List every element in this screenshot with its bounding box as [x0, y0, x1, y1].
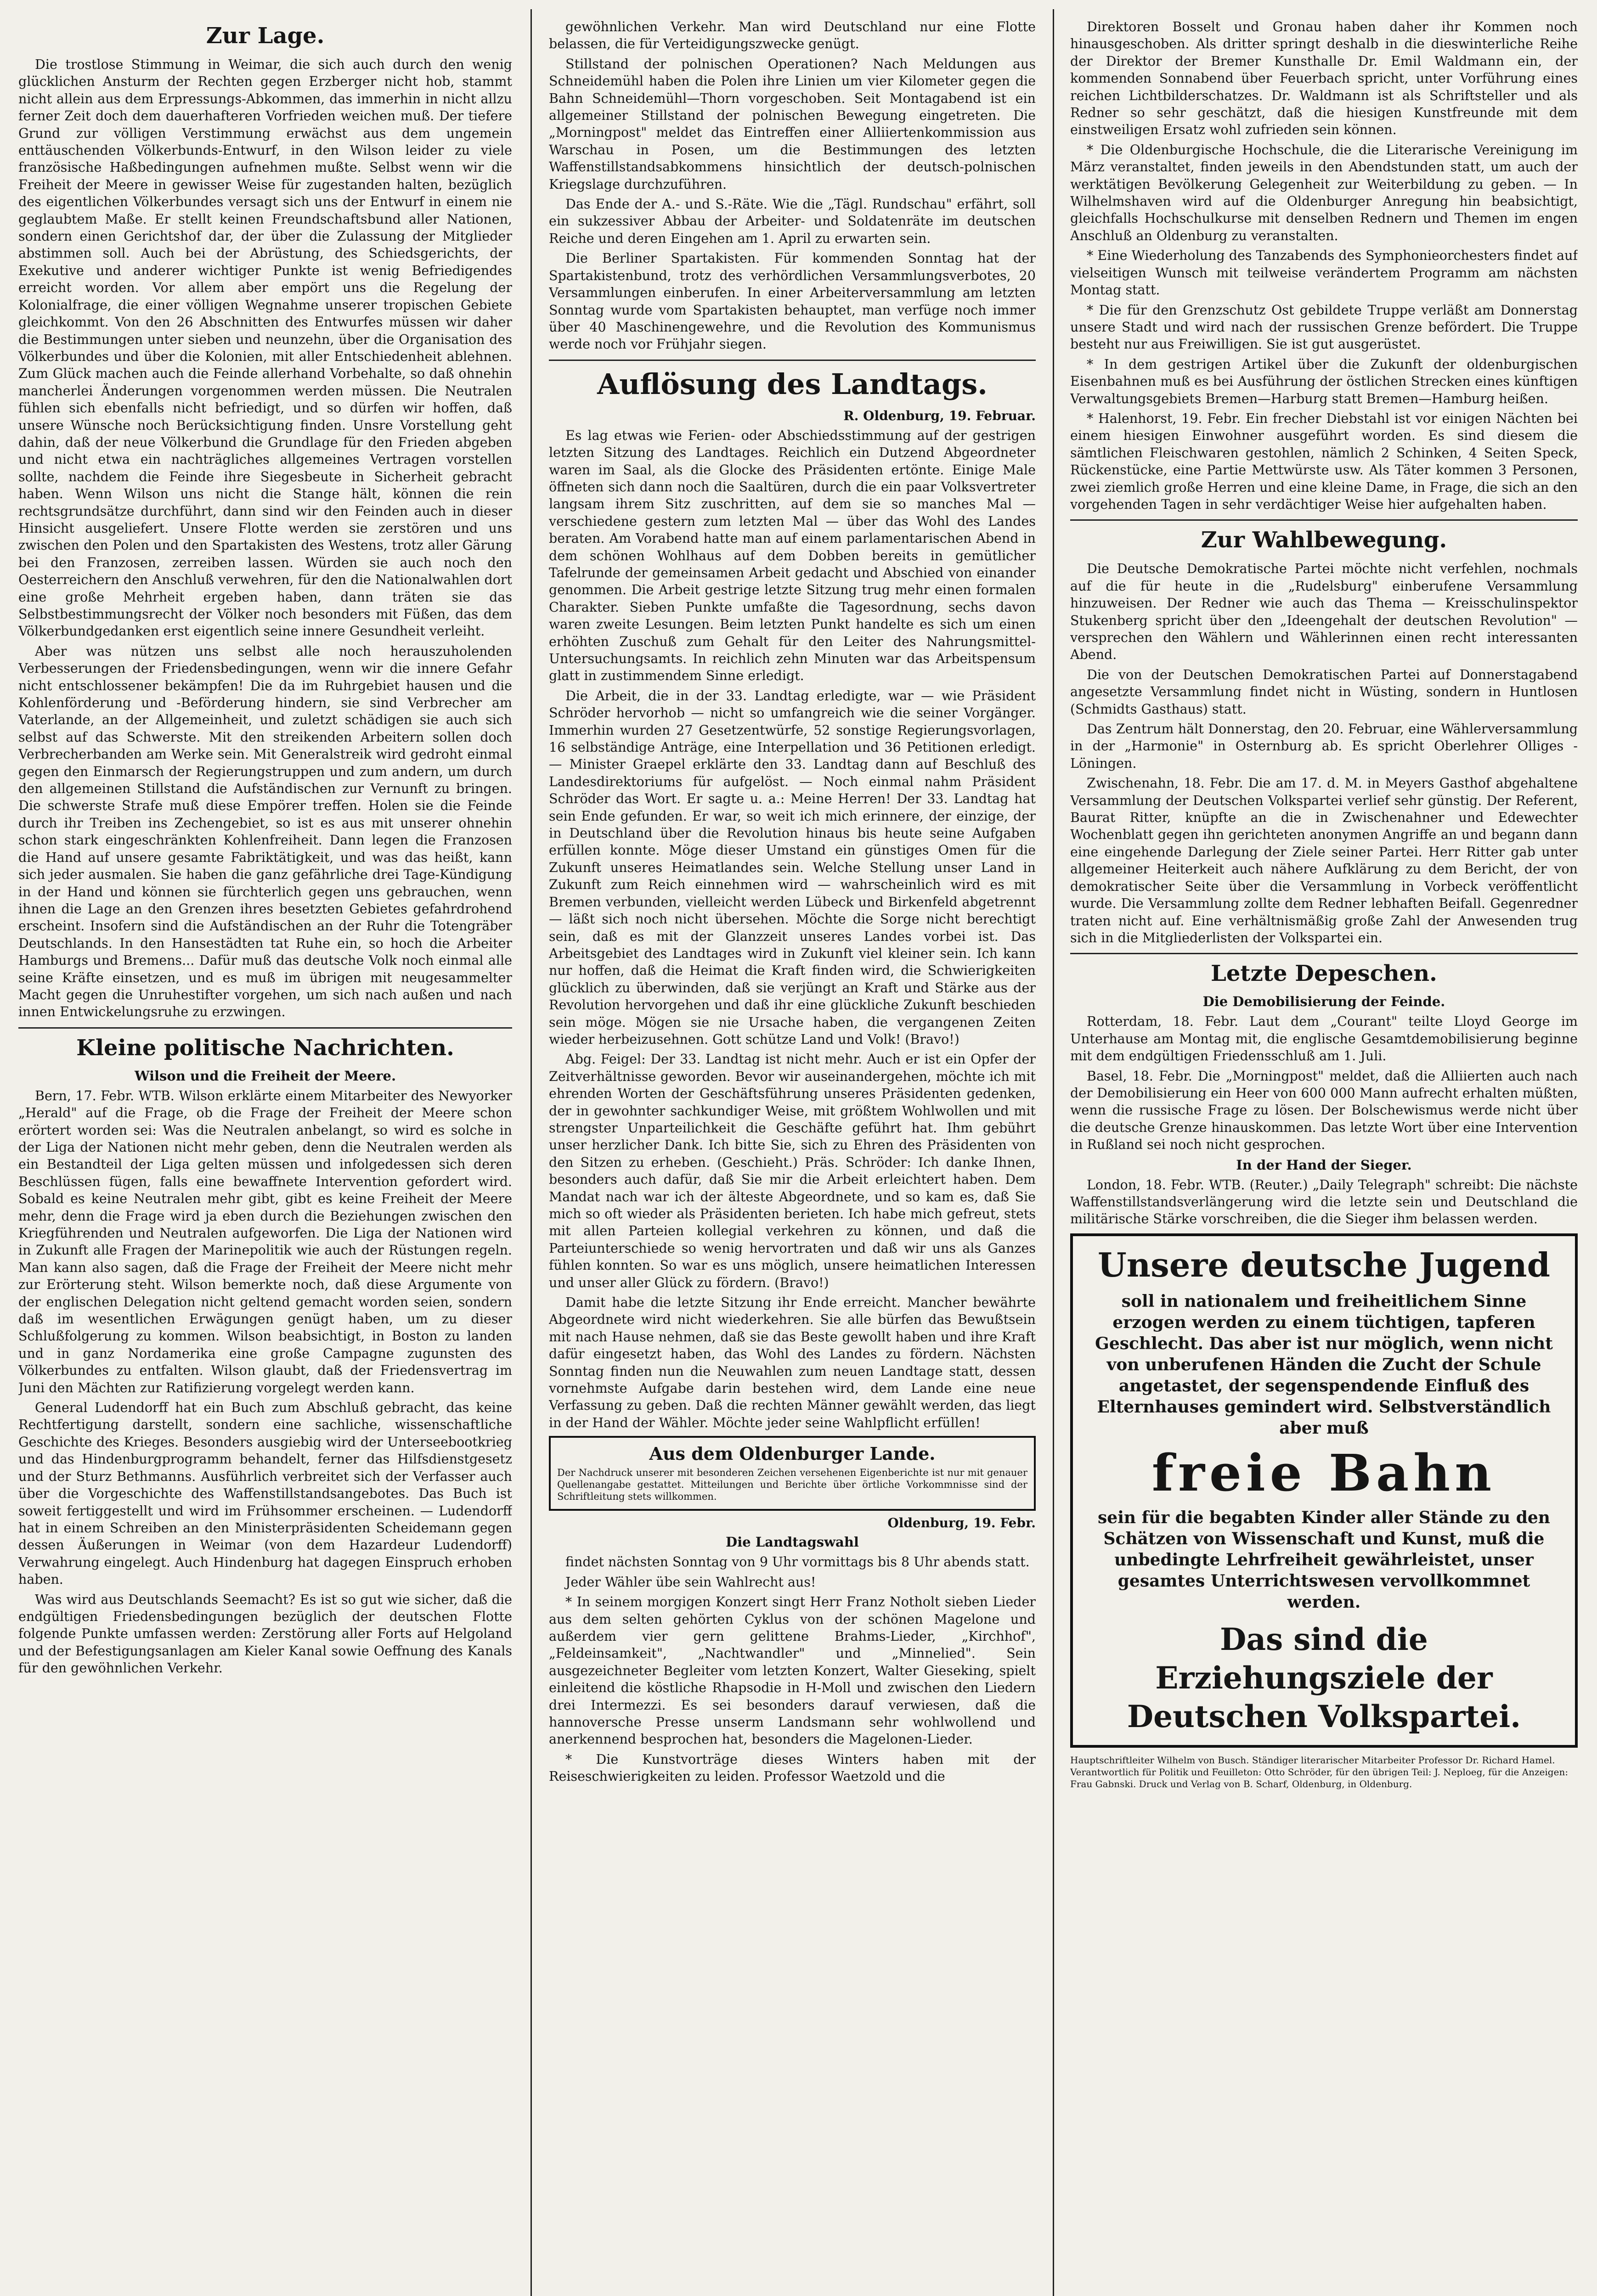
article-paragraph: Bern, 17. Febr. WTB. Wilson erklärte einem Mitarbeiter des Newyorker „Herald" auf die Frage, ob die Frage der Freiheit der Meere schon erörtert worden sei: Was die Neutralen anbelangt, so wird es solche in der Liga der Nationen nicht mehr geben, denn die Neutralen werden als ein Bestandteil der Liga gelten müssen und infolgedessen sich deren Beschlüssen fügen, falls eine bewaffnete Intervention gefordert wird. Sobald es keine Neutralen mehr gibt, gibt es keine Freiheit der Meere mehr, denn die Frage wird ja eben durch die Beziehungen zwischen den Kriegführenden und Neutralen aufgeworfen. Die Liga der Nationen wird in Zukunft alle Fragen der Marinepolitik wie auch der Rüstungen regeln. Man kann also sagen, daß die Frage der Freiheit der Meere nicht mehr zur Erörterung steht. Wilson bemerkte noch, daß diese Argumente von der englischen Delegation nicht geltend gemacht worden seien, sondern daß im wesentlichen Erwägungen genügt haben, um zu dieser Schlußfolgerung zu kommen. Wilson beabsichtigt, in Boston zu landen und in ganz Nordamerika eine große Campagne zugunsten des Völkerbundes zu entfalten. Wilson glaubt, daß der Friedensvertrag im Juni den Mächten zur Ratifizierung vorgelegt werden kann.: [18, 1088, 512, 1396]
article-paragraph: Die Arbeit, die in der 33. Landtag erledigte, war — wie Präsident Schröder hervorhob — nicht so umfangreich wie die seiner Vorgänger. Immerhin wurden 27 Gesetzentwürfe, 52 sonstige Regierungsvorlagen, 16 selbständige Anträge, eine Interpellation und 36 Petitionen erledigt. — Minister Graepel erklärte den 33. Landtag dann auf Beschluß des Landesdirektoriums für aufgelöst. — Noch einmal nahm Präsident Schröder das Wort. Er sagte u. a.: Meine Herren! Der 33. Landtag hat sein Ende gefunden. Er war, so weit ich mich erinnere, der einzige, der in Deutschland über die Revolution hinaus bis heute seine Aufgaben erfüllen konnte. Möge dieser Umstand ein günstiges Omen für die Zukunft unseres Heimatlandes sein. Welche Stellung unser Land in Zukunft zum Reich einnehmen wird — wahrscheinlich wird es mit Bremen verbunden, vielleicht werden Lübeck und Birkenfeld abgetrennt — läßt sich noch nicht übersehen. Möchte die Sorge nicht berechtigt sein, daß es mit der Glanzzeit unseres Landes vorbei ist. Das Arbeitsgebiet des Landtages wird in Zukunft viel kleiner sein. Ich kann nur hoffen, daß die Heimat die Kraft finden wird, die Schwierigkeiten glücklich zu überwinden, daß sie verjüngt an Kraft und Stärke aus der Revolution hervorgehen und daß ihr eine glückliche Zukunft beschieden sein möge. Mögen sie nie Ursache haben, die vergangenen Zeiten wieder herbeizusehnen. Gott schütze Land und Volk! (Bravo!): [549, 688, 1036, 1047]
article-paragraph: * Eine Wiederholung des Tanzabends des Symphonieorchesters findet auf vielseitigen Wunsch mit teilweise verändertem Programm am nächsten Montag statt.: [1070, 248, 1578, 298]
column-left: [18, 18, 512, 2296]
advertisement-volkspartei: [1070, 1233, 1578, 1748]
subheading-wilson: Wilson und die Freiheit der Meere.: [134, 1068, 396, 1084]
imprint: Hauptschriftleiter Wilhelm von Busch. Ständiger literarischer Mitarbeiter Professor Dr. Richard Hamel. Verantwortlich für Politik und Feuilleton: Otto Schröder, für den übrigen Teil: J. Neploeg, für die Anzeigen: Frau Gabnski. Druck und Verlag von B. Scharf, Oldenburg, in Oldenburg.: [1070, 1754, 1569, 1790]
divider: [1070, 953, 1578, 954]
headline-kleine-nachrichten: Kleine politische Nachrichten.: [76, 1035, 454, 1061]
subheading-demobilisierung: Die Demobilisierung der Feinde.: [1202, 994, 1445, 1010]
article-paragraph: Abg. Feigel: Der 33. Landtag ist nicht mehr. Auch er ist ein Opfer der Zeitverhältnisse geworden. Bevor wir auseinandergehen, möchte ich mit ehrenden Worten der Geschäftsführung unseres Präsidenten gedenken, der in gewohnter sachkundiger Weise, mit größtem Wohlwollen und mit strengster Unparteilichkeit die Geschäfte geführt hat. Ihm gebührt unser herzlicher Dank. Ich bitte Sie, sich zu Ehren des Präsidenten von den Sitzen zu erheben. (Geschieht.) Präs. Schröder: Ich danke Ihnen, besonders auch dafür, daß Sie mir die Arbeit erleichtert haben. Dem Mandat nach war ich der älteste Abgeordnete, und so kam es, daß Sie mich so oft wieder als Präsidenten berieten. Ich habe mich gefreut, stets mit allen Parteien kollegial verkehren zu können, und daß die Parteiunterschiede so wenig hervortraten und daß wir uns als Ganzes fühlen konnten. So war es uns möglich, unsere heimatlichen Interessen und unser aller Glück zu fördern. (Bravo!): [549, 1052, 1036, 1290]
column-rule: [530, 9, 532, 2296]
ad-slogan: freie Bahn: [1151, 1443, 1496, 1503]
article-paragraph: Das Zentrum hält Donnerstag, den 20. Februar, eine Wählerversammlung in der „Harmonie" in Osternburg ab. Es spricht Oberlehrer Olliges - Löningen.: [1070, 721, 1578, 771]
article-paragraph: Das Ende der A.- und S.-Räte. Wie die „Tägl. Rundschau" erfährt, soll ein sukzessiver Abbau der Arbeiter- und Soldatenräte im deutschen Reiche und deren Eingehen am 1. April zu erwarten sein.: [549, 197, 1036, 246]
headline-oldenburger-lande: Aus dem Oldenburger Lande.: [649, 1443, 936, 1464]
article-paragraph: Rotterdam, 18. Febr. Laut dem „Courant" teilte Lloyd George im Unterhause am Montag mit, die englische Gesamtdemobilisierung beginne mit dem endgültigen Friedensschluß am 1. Juli.: [1070, 1014, 1578, 1064]
headline-wahlbewegung: Zur Wahlbewegung.: [1201, 527, 1447, 553]
ad-title: Unsere deutsche Jugend: [1098, 1245, 1550, 1284]
article-paragraph: Stillstand der polnischen Operationen? Nach Meldungen aus Schneidemühl haben die Polen ihre Linien um vier Kilometer gegen die Bahn Schneidemühl—Thorn vorgeschoben. Seit Montagabend ist ein allgemeiner Stillstand der polnischen Bewegung eingetreten. Die „Morningpost" meldet das Eintreffen einer Alliiertenkommission aus Warschau in Posen, um die Bestimmungen des letzten Waffenstillstandsabkommens hinsichtlich der deutsch-polnischen Kriegslage durchzuführen.: [549, 56, 1036, 192]
article-paragraph: gewöhnlichen Verkehr. Man wird Deutschland nur eine Flotte belassen, die für Verteidigungszwecke genügt.: [549, 19, 1036, 52]
article-paragraph: * Die Oldenburgische Hochschule, die die Literarische Vereinigung im März veranstaltet, finden jeweils in den Abendstunden statt, um auch der werktätigen Bevölkerung Gelegenheit zur Weiterbildung zu geben. — In Wilhelmshaven wird auf die Oldenburger Anregung hin beabsichtigt, gleichfalls Hochschulkurse mit denselben Rednern und Themen im engen Anschluß an Oldenburg zu veranstalten.: [1070, 142, 1578, 243]
ad-text: sein für die begabten Kinder aller Stände zu den Schätzen von Wissenschaft und Kunst, muß die unbedingte Lehrfreiheit gewährleistet, unser gesamtes Unterrichtswesen vervollkommnet werden.: [1098, 1508, 1550, 1612]
divider: [549, 360, 1036, 361]
column-middle: [549, 18, 1036, 2296]
ad-closing: Das sind die Erziehungsziele der Deutschen Volkspartei.: [1127, 1621, 1521, 1734]
article-paragraph: * Die für den Grenzschutz Ost gebildete Truppe verläßt am Donnerstag unsere Stadt und wird nach der russischen Grenze befördert. Die Truppe besteht nur aus Freiwilligen. Sie ist gut ausgerüstet.: [1070, 302, 1578, 352]
article-paragraph: Die von der Deutschen Demokratischen Partei auf Donnerstagabend angesetzte Versammlung findet nicht in Wüsting, sondern in Huntlosen (Schmidts Gasthaus) statt.: [1070, 667, 1578, 717]
article-paragraph: Die Berliner Spartakisten. Für kommenden Sonntag hat der Spartakistenbund, trotz des verhördlichen Versammlungsverbotes, 20 Versammlungen einberufen. In einer Arbeiterversammlung am letzten Sonntag wurde vom Spartakisten behauptet, man verfüge noch immer über 40 Maschinengewehre, und die Revolution des Kommunismus werde noch vor Frühjahr siegen.: [549, 251, 1036, 352]
article-paragraph: Direktoren Bosselt und Gronau haben daher ihr Kommen noch hinausgeschoben. Als dritter springt deshalb in die dieswinterliche Reihe der Direktor der Bremer Kunsthalle Dr. Emil Waldmann ein, der kommenden Sonnabend über Feuerbach spricht, unter Vorführung eines reichen Lichtbilderschatzes. Dr. Waldmann ist als Schriftsteller und als Redner so sehr geschätzt, daß die hiesigen Kunstfreunde mit dem einstweiligen Ersatz wohl zufrieden sein können.: [1070, 19, 1578, 138]
article-paragraph: * Halenhorst, 19. Febr. Ein frecher Diebstahl ist vor einigen Nächten bei einem hiesigen Einwohner ausgeführt worden. Es sind diesem die sämtlichen Fleischwaren gestohlen, nämlich 2 Schinken, 4 Seiten Speck, Rückenstücke, eine Partie Mettwürste usw. Als Täter kommen 3 Personen, zwei ziemlich große Herren und eine kleine Dame, in Frage, die sich an den vorgehenden Tagen in sehr verdächtiger Weise hier aufgehalten haben.: [1070, 411, 1578, 512]
dateline: R. Oldenburg, 19. Februar.: [843, 408, 1036, 423]
article-paragraph: * Die Kunstvorträge dieses Winters haben mit der Reiseschwierigkeiten zu leiden. Professor Waetzold und die: [549, 1751, 1036, 1784]
article-paragraph: findet nächsten Sonntag von 9 Uhr vormittags bis 8 Uhr abends statt.: [565, 1554, 1030, 1570]
article-paragraph: Die trostlose Stimmung in Weimar, die sich auch durch den wenig glücklichen Ansturm der Rechten gegen Erzberger nicht hob, stammt nicht allein aus dem Erpressungs-Abkommen, das immerhin in nicht allzu ferner Zeit doch dem dauerhafteren Vorfrieden weichen muß. Der tiefere Grund zur völligen Verstimmung erwächst aus dem ungemein enttäuschenden Völkerbunds-Entwurf, in den Wilson leider zu viele französische Haßbedingungen aufnehmen mußte. Selbst wenn wir die Freiheit der Meere in gewisser Weise für zugestanden halten, bezüglich des eigentlichen Völkerbundes versagt sich uns der Entwurf in einem nie geglaubtem Maße. Er stellt keinen Freundschaftsbund aller Nationen, sondern einen Gerichtshof dar, der über die Zulassung der Mitglieder abstimmen soll. Auch bei der Abrüstung, des Schiedsgerichts, der Exekutive und anderer wichtiger Punkte ist wenig Befriedigendes erreicht worden. Vor allem aber empört uns die Regelung der Kolonialfrage, die einer völligen Wegnahme unserer tropischen Gebiete gleichkommt. Von den 26 Abschnitten des Entwurfes müssen wir daher die Bestimmungen unter sieben und neunzehn, über die Organisation des Völkerbundes und über die Kolonien, mit aller Entschiedenheit ablehnen. Zum Glück machen auch die Feinde allerhand Vorbehalte, so daß ohnehin mancherlei Änderungen vorgenommen werden müssen. Die Neutralen fühlen sich ebenfalls nicht befriedigt, und so dürfen wir hoffen, daß unsere Wünsche noch Berücksichtigung finden. Unsre Vorstellung geht dahin, daß der neue Völkerbund die Grundlage für den Frieden abgeben und nicht etwa ein nachträgliches allgemeines Vertragen vorstellen sollte, nachdem die Feinde ihre Siegesbeute in Sicherheit gebracht haben. Wenn Wilson uns nicht die Stange hält, können die rein rechtsgrundsätze durchführt, dann sind wir den Feinden auch in dieser Hinsicht ausgeliefert. Unsere Flotte werden sie zerstören und uns zwischen den Polen und den Spartakisten des Westens, trotz aller Gärung bei den Franzosen, zerreiben lassen. Würden sie auch noch den Oesterreichern den Anschluß verwehren, für den die Nationalwahlen dort eine große Mehrheit ergeben haben, dann träten sie das Selbstbestimmungsrecht der Völker noch besonders mit Füßen, das dem Völkerbundgedanken erst eigentlich seine innere Gesundheit verleiht.: [18, 57, 512, 639]
article-paragraph: Was wird aus Deutschlands Seemacht? Es ist so gut wie sicher, daß die endgültigen Friedensbedingungen bezüglich der deutschen Flotte folgende Punkte umfassen werden: Zerstörung aller Forts auf Helgoland und der Befestigungsanlagen am Kieler Kanal sowie Oeffnung des Kanals für den gewöhnlichen Verkehr.: [18, 1592, 512, 1676]
article-paragraph: Basel, 18. Febr. Die „Morningpost" meldet, daß die Alliierten auch nach der Demobilisierung ein Heer von 600 000 Mann aufrecht erhalten müßten, wenn die russische Frage zu lösen. Der Bolschewismus werde nicht über die deutsche Grenze hinauskommen. Das letzte Wort über eine Intervention in Rußland sei noch nicht gesprochen.: [1070, 1068, 1578, 1153]
article-paragraph: * In dem gestrigen Artikel über die Zukunft der oldenburgischen Eisenbahnen muß es bei Ausführung der östlichen Strecken eines künftigen Verwaltungsgebiets Bremen—Harburg statt Bremen—Hamburg heißen.: [1070, 356, 1578, 406]
article-paragraph: Die Deutsche Demokratische Partei möchte nicht verfehlen, nochmals auf die für heute in die „Rudelsburg" einberufene Versammlung hinzuweisen. Der Redner wie auch das Thema — Kreisschulinspektor Stukenberg spricht über den „Ideengehalt der deutschen Revolution" — versprechen den Wählern und Wählerinnen einen recht interessanten Abend.: [1070, 561, 1578, 663]
column-right: [1070, 18, 1578, 2296]
dateline: Oldenburg, 19. Febr.: [887, 1515, 1036, 1531]
article-paragraph: * In seinem morgigen Konzert singt Herr Franz Notholt sieben Lieder aus dem selten gehörten Cyklus von der schönen Magelone und außerdem vier gern gelittene Brahms-Lieder, „Kirchhof", „Feldeinsamkeit", „Nachtwandler" und „Minnelied". Sein ausgezeichneter Begleiter vom letzten Konzert, Walter Gieseking, spielt einleitend die köstliche Rhapsodie in H-Moll und zwischen den Liedern drei Intermezzi. Es sei besonders darauf verwiesen, daß die hannoversche Presse unserm Landsmann sehr wohlwollend und anerkennend besprochen hat, besonders die Magelonen-Lieder.: [549, 1594, 1036, 1747]
reprint-notice: Der Nachdruck unserer mit besonderen Zeichen versehenen Eigenberichte ist nur mit genauer Quellenangabe gestattet. Mitteilungen und Berichte über örtliche Vorkommnisse sind der Schriftleitung stets willkommen.: [557, 1467, 1027, 1503]
ad-text: soll in nationalem und freiheitlichem Sinne erzogen werden zu einem tüchtigen, tapferen Geschlecht. Das aber ist nur möglich, wenn nicht von unberufenen Händen die Zucht der Schule angetastet, der segenspendende Einfluß des Elternhauses gemindert wird. Selbstverständlich aber muß: [1095, 1291, 1553, 1438]
column-rule: [1053, 9, 1054, 2296]
article-paragraph: Es lag etwas wie Ferien- oder Abschiedsstimmung auf der gestrigen letzten Sitzung des Landtages. Reichlich ein Dutzend Abgeordneter waren im Saal, als die Glocke des Präsidenten ertönte. Einige Male öffneten sich dann noch die Saaltüren, durch die ein paar Volksvertreter langsam ihrem Sitz zuschritten, auf dem sie so manches Mal — verschiedene gestern zum letzten Mal — über das Wohl des Landes beraten. Am Vorabend hatte man auf einem parlamentarischen Abend in dem schönen Wohlhaus auf dem Dobben bereits in gemütlicher Tafelrunde der gemeinsamen Arbeit gedacht und Abschied von einander genommen. Die Arbeit gestrige letzte Sitzung trug mehr einen formalen Charakter. Sieben Punkte umfaßte die Tagesordnung, sechs davon waren zweite Lesungen. Beim letzten Punkt handelte es sich um einen erhöhten Zuschuß zum Gehalt für den Leiter des Nahrungsmittel-Untersuchungsamts. In reichlich zehn Minuten war das Arbeitspensum glatt in zustimmendem Sinne erledigt.: [549, 428, 1036, 684]
headline-zur-lage: Zur Lage.: [206, 23, 325, 49]
section-header-box: [549, 1436, 1036, 1511]
article-paragraph: Zwischenahn, 18. Febr. Die am 17. d. M. in Meyers Gasthof abgehaltene Versammlung der Deutschen Volkspartei verlief sehr günstig. Der Referent, Baurat Ritter, knüpfte an die in Zwischenahner und Edewechter Wochenblatt gegen ihn gerichteten anonymen Angriffe an und begann dann eine eingehende Darlegung der Ziele seiner Partei. Herr Ritter gab unter allgemeiner Heiterkeit auch nähere Aufklärung zu dem Bericht, der von demokratischer Seite über die Versammlung in Vorbeck veröffentlicht wurde. Die Versammlung zollte dem Redner lebhaften Beifall. Gegenredner traten nicht auf. Eine verhältnismäßig große Zahl der Anwesenden trug sich in die Mitgliederlisten der Volkspartei ein.: [1070, 776, 1578, 945]
headline-letzte-depeschen: Letzte Depeschen.: [1211, 961, 1437, 987]
subheading-landtagswahl: Die Landtagswahl: [726, 1534, 859, 1550]
subheading-sieger: In der Hand der Sieger.: [1236, 1157, 1412, 1173]
article-paragraph: Aber was nützen uns selbst alle noch herauszuholenden Verbesserungen der Friedensbedingungen, wenn wir die innere Gefahr nicht entschlossener bekämpfen! Die da im Ruhrgebiet hausen und die Kohlenförderung und -Beförderung hindern, sie sind Verbrecher am Vaterlande, an der Allgemeinheit, und zuletzt schädigen sie auch sich selbst auf das Schwerste. Mit den streikenden Arbeitern sollen doch Verbrecherbanden am Werke sein. Mit Generalstreik wird gedroht einmal gegen den Einmarsch der Regierungstruppen und zum andern, um durch den allgemeinen Stillstand die Aufständischen zur Vernunft zu bringen. Die schwerste Strafe muß diese Empörer treffen. Holen sie die Feinde durch ihr Treiben ins Zechengebiet, so ist es aus mit unserer ohnehin schon stark eingeschränkten Kohlenfreiheit. Dann legen die Franzosen die Hand auf unsere gesamte Fabriktätigkeit, und was das heißt, kann sich jeder ausmalen. Sie haben die ganz gefährliche drei Tage-Kündigung in der Hand und können sie fürchterlich gegen uns gebrauchen, wenn ihnen die Lage an den Grenzen ihres besetzten Gebietes gefahrdrohend erscheint. Insofern sind die Aufständischen an der Ruhr die Totengräber Deutschlands. In den Hansestädten tat Ruhe ein, so hoch die Arbeiter Hamburgs und Bremens... Dafür muß das deutsche Volk noch einmal alle seine Kräfte einsetzen, und es muß im übrigen mit neugesammelter Macht gegen die Unruhestifter vorgehen, um sich nach außen und nach innen Entwickelungsruhe zu erzwingen.: [18, 643, 512, 1020]
article-paragraph: Jeder Wähler übe sein Wahlrecht aus!: [565, 1574, 816, 1590]
headline-aufloesung-landtag: Auflösung des Landtags.: [597, 367, 988, 401]
divider: [18, 1027, 512, 1029]
article-paragraph: General Ludendorff hat ein Buch zum Abschluß gebracht, das keine Rechtfertigung darstellt, sondern eine sachliche, wissenschaftliche Geschichte des Krieges. Besonders ausgiebig wird der Unterseebootkrieg und das Hindenburgprogramm behandelt, ferner das Hilfsdienstgesetz und der Sturz Bethmanns. Ausführlich verbreitet sich der Verfasser auch über die Vorgeschichte des Waffenstillstandsangebotes. Das Buch ist soweit fertiggestellt und wird im Frühsommer erscheinen. — Ludendorff hat in einem Schreiben an den Ministerpräsidenten Scheidemann gegen dessen Äußerungen in Weimar (von dem Hazardeur Ludendorff) Verwahrung eingelegt. Auch Hindenburg hat dagegen Einspruch erhoben haben.: [18, 1400, 512, 1587]
article-paragraph: Damit habe die letzte Sitzung ihr Ende erreicht. Mancher bewährte Abgeordnete wird nicht wiederkehren. Sie alle bürfen das Bewußtsein mit nach Hause nehmen, daß sie das Beste gewollt haben und ihre Kraft dafür eingesetzt haben, das Wohl des Landes zu fördern. Nächsten Sonntag finden nun die Neuwahlen zum neuen Landtage statt, dessen vornehmste Aufgabe darin bestehen wird, dem Lande eine neue Verfassung zu geben. Daß die rechten Männer gewählt werden, das liegt in der Hand der Wähler. Möchte jeder seine Wahlpflicht erfüllen!: [549, 1295, 1036, 1430]
divider: [1070, 519, 1578, 521]
article-paragraph: London, 18. Febr. WTB. (Reuter.) „Daily Telegraph" schreibt: Die nächste Waffenstillstandsverlängerung wird die letzte sein und Deutschland die militärische Stärke vorschreiben, die die Sieger ihm belassen werden.: [1070, 1177, 1578, 1227]
